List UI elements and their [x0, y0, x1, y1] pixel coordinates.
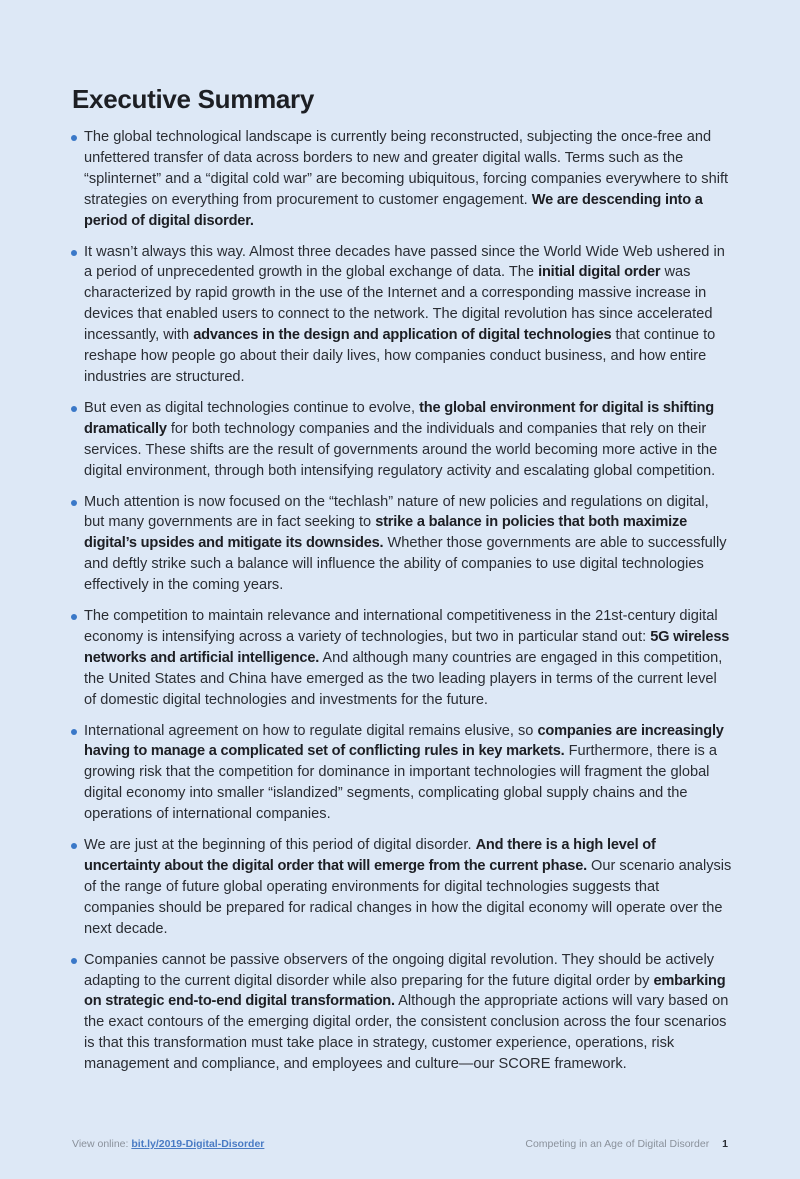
- page-title: Executive Summary: [72, 84, 315, 114]
- footer-left: [72, 1138, 264, 1150]
- bullet-dot-icon: [71, 614, 77, 620]
- footer-right: [525, 1138, 728, 1150]
- page-number: 1: [722, 1138, 728, 1150]
- summary-bullet: [72, 950, 732, 1075]
- bullet-text: Furthermore, there is a growing risk that the competition for dominance in important technologies will fragment the global digital economy into smaller “islandized” segments, complicating global supply chains and the operations of international companies.: [84, 743, 717, 823]
- bullet-text: for both technology companies and the individuals and companies that rely on their services. These shifts are the result of governments around the world becoming more active in the digital environment, through both intensifying regulatory activity and escalating global competition.: [84, 420, 718, 479]
- bullet-emphasis-text: And there is a high level of uncertainty about the digital order that will emerge from the current phase.: [84, 837, 656, 874]
- bullet-text: The competition to maintain relevance and international competitiveness in the 21st-century digital economy is intensifying across a variety of technologies, but two in particular stand out:: [84, 608, 718, 645]
- bullet-text: Although the appropriate actions will vary based on the exact contours of the emerging digital order, the consistent conclusion across the four scenarios is that this transformation must take place in strategy, customer experience, operations, risk management and compliance, and employees and culture—our SCORE framework.: [84, 993, 729, 1073]
- bullet-dot-icon: [71, 250, 77, 256]
- summary-bullet: [72, 606, 732, 711]
- page-content: [72, 84, 732, 1085]
- bullet-emphasis-text: companies are increasingly having to manage a complicated set of conflicting rules in key markets.: [84, 722, 724, 760]
- summary-bullet-list: [72, 127, 732, 1075]
- bullet-dot-icon: [71, 500, 77, 506]
- bullet-text: We are just at the beginning of this period of digital disorder.: [84, 837, 476, 854]
- summary-bullet: [72, 127, 732, 232]
- publication-title: Competing in an Age of Digital Disorder: [525, 1138, 710, 1150]
- bullet-emphasis-text: We are descending into a period of digital disorder.: [84, 191, 703, 229]
- view-online-label: View online:: [72, 1138, 129, 1150]
- bullet-text: Whether those governments are able to successfully and deftly strike such a balance will influence the ability of companies to use digital technologies effectively in the coming years.: [84, 535, 727, 594]
- bullet-text: And although many countries are engaged in this competition, the United States and China have emerged as the two leading players in terms of the current level of domestic digital technologies and investments for the future.: [84, 649, 723, 708]
- bullet-text: was characterized by rapid growth in the use of the Internet and a corresponding massive increase in devices that enabled users to connect to the network. The digital revolution has since accelerated incessantly, with: [84, 264, 713, 344]
- bullet-text: Our scenario analysis of the range of future global operating environments for digital technologies suggests that companies should be prepared for radical changes in how the digital economy will operate over the next decade.: [84, 858, 732, 937]
- bullet-text: It wasn’t always this way. Almost three decades have passed since the World Wide Web ushered in a period of unprecedented growth in the global exchange of data. The: [84, 243, 725, 281]
- summary-bullet: [72, 492, 732, 597]
- page-footer: [72, 1138, 728, 1150]
- bullet-text: that continue to reshape how people go about their daily lives, how companies conduct business, and how entire industries are structured.: [84, 327, 716, 385]
- summary-bullet: [72, 835, 732, 940]
- bullet-text: Companies cannot be passive observers of the ongoing digital revolution. They should be actively adapting to the current digital disorder while also preparing for the future digital order by: [84, 951, 715, 989]
- bullet-dot-icon: [71, 406, 77, 412]
- bullet-dot-icon: [71, 135, 77, 141]
- bullet-text: Much attention is now focused on the “techlash” nature of new policies and regulations on digital, but many governments are in fact seeking to: [84, 493, 709, 531]
- bullet-emphasis-text: strike a balance in policies that both maximize digital’s upsides and mitigate its downsides.: [84, 514, 687, 552]
- bullet-dot-icon: [71, 958, 77, 964]
- bullet-dot-icon: [71, 843, 77, 849]
- bullet-emphasis-text: advances in the design and application of digital technologies: [193, 327, 612, 344]
- bullet-emphasis-text: 5G wireless networks and artificial intelligence.: [84, 628, 730, 666]
- summary-bullet: [72, 398, 732, 482]
- summary-bullet: [72, 242, 732, 388]
- bullet-emphasis-text: initial digital order: [538, 264, 661, 281]
- bullet-text: The global technological landscape is currently being reconstructed, subjecting the once-free and unfettered transfer of data across borders to new and greater digital walls. Terms such as the “splinternet” and a “digital cold war” are becoming ubiquitous, forcing companies everywhere to shift strategies on everything from procurement to customer engagement.: [84, 129, 729, 208]
- summary-bullet: [72, 721, 732, 826]
- bullet-text: International agreement on how to regulate digital remains elusive, so: [84, 722, 538, 739]
- view-online-link[interactable]: bit.ly/2019-Digital-Disorder: [131, 1138, 265, 1150]
- bullet-text: But even as digital technologies continue to evolve,: [84, 399, 420, 416]
- bullet-emphasis-text: the global environment for digital is shifting dramatically: [84, 399, 714, 437]
- bullet-dot-icon: [71, 729, 77, 735]
- bullet-emphasis-text: embarking on strategic end-to-end digital transformation.: [84, 972, 726, 1010]
